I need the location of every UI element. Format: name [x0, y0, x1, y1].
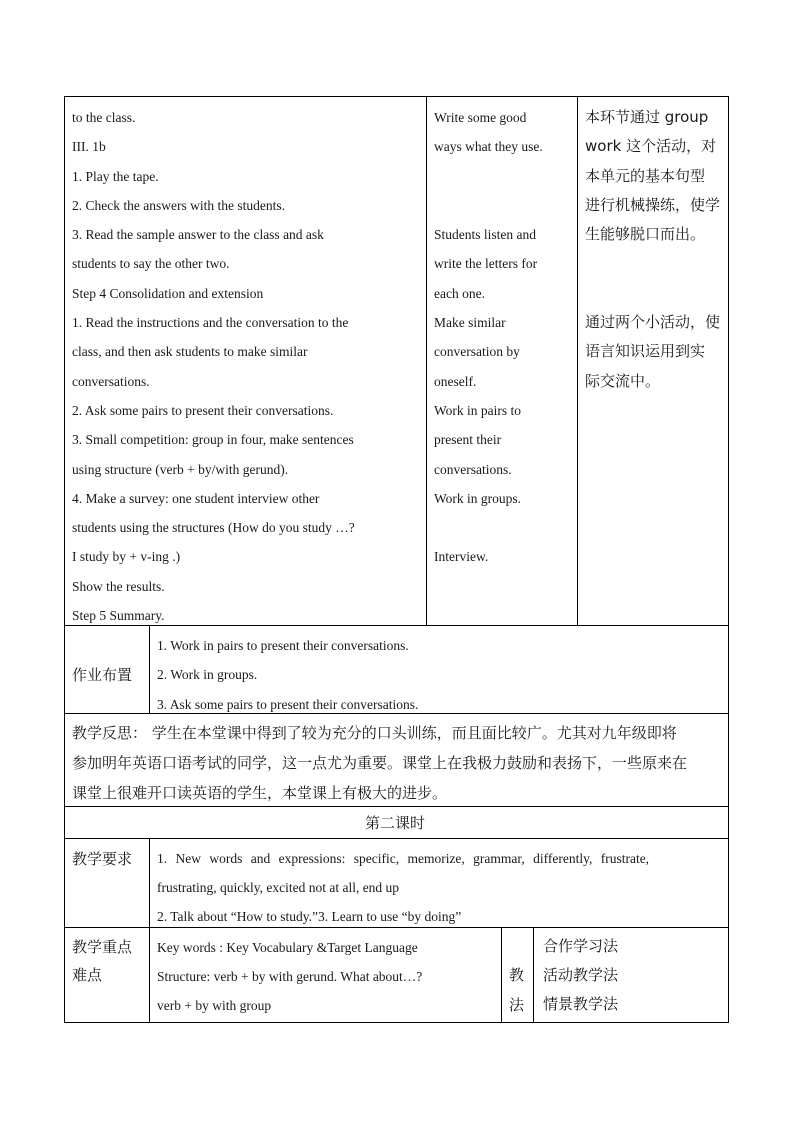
- requirements-line-3: 2. Talk about “How to study.”3. Learn to use “by doing”: [157, 909, 462, 924]
- homework-items: [157, 637, 418, 725]
- intention-line: 本环节通过 group: [585, 108, 709, 126]
- procedure-line: Show the results.: [72, 578, 165, 594]
- intention-line: 生能够脱口而出。: [585, 225, 706, 244]
- procedure-line: students to say the other two.: [72, 256, 230, 272]
- row-divider-requirements-top: [64, 838, 729, 839]
- col-divider-activity: [426, 96, 427, 626]
- intention-line: [585, 253, 720, 282]
- method-item-1: 合作学习法: [543, 937, 619, 955]
- procedure-line: to the class.: [72, 110, 136, 125]
- activity-line: [434, 168, 543, 197]
- requirements-line-1: 1. New words and expressions: specific, memorize, grammar, differently, frustrate,: [157, 851, 650, 866]
- method-item-3: 情景教学法: [543, 995, 619, 1013]
- procedure-line: 3. Read the sample answer to the class and ask: [72, 227, 324, 243]
- design-intention-column: [585, 107, 720, 400]
- activity-line: [434, 519, 543, 548]
- activity-line: Students listen and: [434, 227, 536, 243]
- activity-line: Interview.: [434, 549, 489, 565]
- keypoints-line-3: verb + by with group: [157, 998, 272, 1013]
- activity-line: conversations.: [434, 461, 512, 477]
- activity-line: each one.: [434, 285, 485, 301]
- table-border-bottom: [64, 1022, 729, 1023]
- procedure-line: 2. Ask some pairs to present their conversations.: [72, 402, 334, 418]
- intention-line: 语言知识运用到实: [585, 342, 706, 361]
- activity-line: [434, 197, 543, 226]
- procedure-line: 4. Make a survey: one student interview other: [72, 490, 320, 506]
- activity-line: write the letters for: [434, 256, 538, 272]
- intention-line: 通过两个小活动，使: [585, 313, 721, 332]
- col-divider-requirements-label: [149, 838, 150, 1023]
- method-label-line-1: 教: [509, 966, 525, 984]
- row-divider-keypoints-top: [64, 927, 729, 928]
- procedure-line: Step 5 Summary.: [72, 608, 165, 624]
- activity-line: Work in groups.: [434, 490, 522, 506]
- procedure-line: 1. Read the instructions and the conversation to the: [72, 315, 349, 331]
- col-divider-method-right: [533, 927, 534, 1023]
- activity-line: present their: [434, 432, 502, 448]
- student-activity-column: [434, 109, 543, 578]
- intention-line: 进行机械操练，使学: [585, 195, 721, 214]
- keypoints-line-1: Key words : Key Vocabulary &Target Language: [157, 940, 418, 955]
- activity-line: Write some good: [434, 110, 527, 125]
- method-item-2: 活动教学法: [543, 966, 619, 984]
- requirements-label: 教学要求: [72, 850, 133, 868]
- requirements-line-2: frustrating, quickly, excited not at all, end up: [157, 880, 400, 895]
- intention-line: 际交流中。: [585, 371, 661, 390]
- col-divider-homework-label: [149, 625, 150, 714]
- keypoints-label-line-2: 难点: [72, 966, 103, 984]
- homework-label: 作业布置: [72, 666, 133, 684]
- activity-line: Work in pairs to: [434, 402, 522, 418]
- activity-line: conversation by: [434, 344, 520, 360]
- procedure-line: 1. Play the tape.: [72, 168, 159, 184]
- intention-line: work 这个活动，对: [585, 137, 717, 156]
- method-label-line-2: 法: [509, 996, 525, 1014]
- keypoints-line-2: Structure: verb + by with gerund. What about…?: [157, 969, 423, 984]
- procedure-line: conversations.: [72, 373, 150, 389]
- reflection-line-1: 教学反思： 学生在本堂课中得到了较为充分的口头训练，而且面比较广。尤其对九年级即将: [72, 724, 677, 742]
- homework-item-line: 3. Ask some pairs to present their conversations.: [157, 696, 419, 712]
- procedure-line: III. 1b: [72, 139, 106, 155]
- homework-item-line: 2. Work in groups.: [157, 667, 258, 683]
- col-divider-intention: [577, 96, 578, 626]
- procedure-line: Step 4 Consolidation and extension: [72, 285, 264, 301]
- lesson2-title: 第二课时: [365, 814, 426, 832]
- procedure-line: 3. Small competition: group in four, make sentences: [72, 432, 354, 448]
- keypoints-label-line-1: 教学重点: [72, 938, 133, 956]
- procedure-line: students using the structures (How do you study …?: [72, 520, 355, 536]
- activity-line: ways what they use.: [434, 139, 543, 155]
- intention-line: 本单元的基本句型: [585, 166, 706, 185]
- col-divider-method-left: [501, 927, 502, 1023]
- homework-item-line: 1. Work in pairs to present their conversations.: [157, 638, 409, 653]
- procedure-line: I study by + v-ing .): [72, 549, 181, 565]
- procedure-line: class, and then ask students to make similar: [72, 344, 308, 360]
- intention-line: [585, 283, 720, 312]
- teaching-procedure-column: [72, 109, 355, 636]
- table-border-right: [728, 96, 729, 1023]
- procedure-line: 2. Check the answers with the students.: [72, 197, 285, 213]
- table-border-left: [64, 96, 65, 1023]
- reflection-line-2: 参加明年英语口语考试的同学，这一点尤为重要。课堂上在我极力鼓励和表扬下，一些原来在: [72, 754, 688, 772]
- table-border-top: [64, 96, 729, 97]
- procedure-line: using structure (verb + by/with gerund).: [72, 461, 289, 477]
- activity-line: oneself.: [434, 373, 477, 389]
- activity-line: Make similar: [434, 315, 506, 331]
- row-divider-lesson2-title-top: [64, 806, 729, 807]
- reflection-line-3: 课堂上很难开口读英语的学生，本堂课上有极大的进步。: [72, 784, 448, 802]
